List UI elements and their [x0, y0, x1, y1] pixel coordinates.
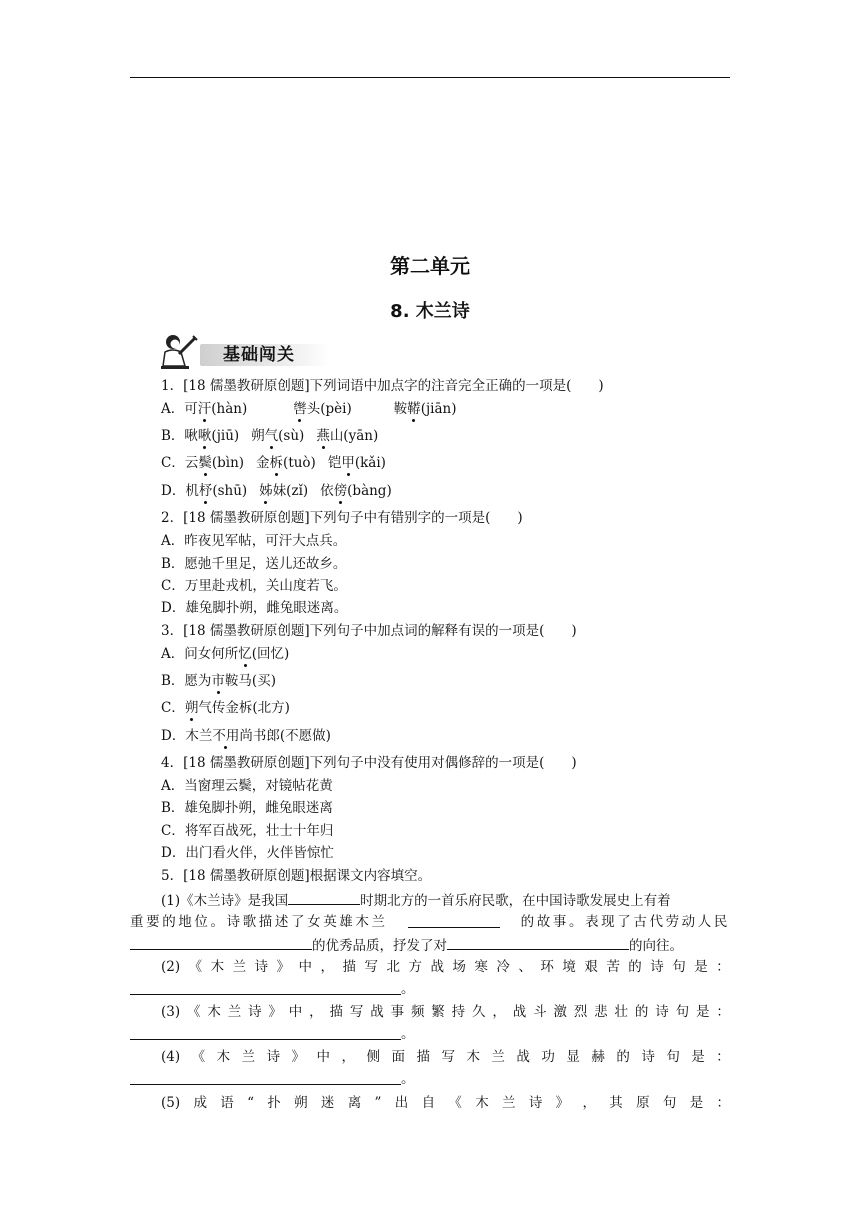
prompt-char: ： — [716, 1095, 730, 1111]
prompt-char: ， — [309, 1004, 323, 1020]
dotted-char: 辔 — [293, 401, 307, 417]
text: (1)《木兰诗》是我国 — [161, 893, 289, 909]
q4-stem: 4．[18 儒墨教研原创题]下列句子中没有使用对偶修辞的一项是( ) — [161, 755, 577, 771]
q2-option-c: C．万里赴戎机，关山度若飞。 — [161, 578, 347, 594]
prompt-char: 兰 — [502, 1095, 516, 1111]
prompt-char: 木 — [210, 959, 225, 975]
text: 尚书郎(不愿做) — [239, 728, 331, 744]
prompt-char: 侧 — [366, 1049, 380, 1065]
q3-option-a — [161, 645, 289, 663]
text: 铠 — [327, 455, 342, 471]
q1-option-b — [161, 427, 378, 445]
prompt-char: 《 — [191, 1049, 206, 1065]
q1-option-a — [161, 400, 457, 418]
dotted-char: 朔 — [184, 700, 199, 716]
prompt-char: 描 — [342, 959, 356, 975]
prompt-char: 境 — [562, 959, 576, 975]
prompt-char: (2) — [161, 959, 181, 975]
unit-title: 第二单元 — [390, 254, 470, 278]
prompt-char: 激 — [553, 1004, 567, 1020]
dotted-char: 气 — [264, 428, 279, 444]
text: (shū) — [212, 483, 248, 499]
prompt-char: 是 — [695, 1004, 710, 1020]
text: C． — [161, 700, 185, 716]
prompt-char: 兰 — [232, 959, 247, 975]
text: 重要的地位。诗歌描述了女英雄木兰 — [130, 914, 388, 930]
prompt-char: 木 — [475, 1095, 489, 1111]
prompt-char: 诗 — [641, 1049, 655, 1065]
prompt-char: 中 — [288, 1004, 303, 1020]
prompt-char: ： — [716, 1049, 730, 1065]
prompt-char: 持 — [451, 1004, 466, 1020]
prompt-char: 场 — [452, 959, 466, 975]
prompt-char: 的 — [616, 1049, 630, 1065]
text: 的故事。表现了古代劳动人民 — [520, 914, 730, 930]
prompt-char: 功 — [541, 1049, 555, 1065]
dotted-char: 鬓 — [198, 455, 212, 471]
answer-line[interactable] — [130, 1039, 401, 1040]
prompt-char: 句 — [662, 1095, 677, 1111]
dotted-char: 杼 — [198, 483, 213, 499]
prompt-char: 写 — [441, 1049, 455, 1065]
prompt-char: 事 — [390, 1004, 405, 1020]
dotted-char: 市 — [211, 673, 225, 689]
prompt-char: 是 — [691, 1049, 705, 1065]
prompt-char: 迷 — [320, 1095, 335, 1111]
prompt-char: 写 — [349, 1004, 364, 1020]
section-banner — [155, 332, 335, 372]
prompt-char: 语 — [220, 1095, 234, 1111]
text: D．木兰 — [161, 728, 213, 744]
prompt-char: 久 — [472, 1004, 486, 1020]
text: (回忆) — [251, 646, 290, 662]
prompt-char: 》 — [276, 959, 291, 975]
prompt-char: 斗 — [533, 1004, 547, 1020]
fill-blank[interactable] — [447, 935, 629, 950]
q2-option-a: A．昨夜见军帖，可汗大点兵。 — [161, 533, 347, 549]
text: 山(yān) — [329, 428, 379, 444]
prompt-char: 战 — [516, 1049, 530, 1065]
prompt-char: ” — [374, 1095, 382, 1111]
q2-stem: 2．[18 儒墨教研原创题]下列句子中有错别字的一项是( ) — [161, 510, 523, 526]
prompt-char: 是 — [694, 959, 708, 975]
text: (tuò) — [283, 455, 316, 471]
text: (kǎi) — [354, 455, 386, 471]
period: 。 — [401, 981, 415, 997]
text: A．问女何所 — [161, 646, 239, 662]
section-title: 基础闯关 — [223, 345, 295, 365]
period: 。 — [401, 1026, 415, 1042]
q3-option-b — [161, 672, 276, 690]
prompt-char: 是 — [689, 1095, 704, 1111]
q2-option-d: D．雄兔脚扑朔，雌兔眼迷离。 — [161, 600, 348, 616]
prompt-char: ， — [341, 1049, 356, 1065]
prompt-char: 寒 — [474, 959, 488, 975]
text: B．啾 — [161, 428, 198, 444]
prompt-char: 显 — [566, 1049, 580, 1065]
text: 鞍 — [393, 401, 408, 417]
q5-item1-line2 — [130, 913, 730, 931]
q4-option-a: A．当窗理云鬓，对镜帖花黄 — [161, 778, 333, 794]
prompt-char: 中 — [298, 959, 313, 975]
prompt-char: 木 — [207, 1004, 221, 1020]
dotted-char: 傍 — [333, 483, 348, 499]
dotted-char: 汗 — [197, 401, 212, 417]
q3-option-c — [161, 699, 290, 717]
prompt-char: 诗 — [655, 1004, 669, 1020]
prompt-char: 》 — [555, 1095, 570, 1111]
prompt-char: (5) — [161, 1095, 181, 1111]
prompt-char: 句 — [675, 1004, 690, 1020]
fill-blank[interactable] — [408, 913, 500, 928]
prompt-char: ， — [492, 1004, 506, 1020]
prompt-char: 诗 — [528, 1095, 543, 1111]
q3-option-d — [161, 727, 331, 745]
text: 鞍马(买) — [224, 673, 276, 689]
prompt-char: 句 — [672, 959, 686, 975]
text: 头(pèi) — [306, 401, 352, 417]
prompt-char: 战 — [430, 959, 444, 975]
prompt-char: 诗 — [248, 1004, 262, 1020]
q1-option-c — [161, 454, 386, 472]
prompt-char: 的 — [628, 959, 642, 975]
text: 妹(zǐ) — [272, 483, 309, 499]
text: (jiān) — [420, 401, 457, 417]
dotted-char: 鞯 — [407, 401, 421, 417]
text: 朔 — [251, 428, 265, 444]
answer-line[interactable] — [130, 994, 401, 995]
q4-option-c: C．将军百战死，壮士十年归 — [161, 823, 334, 839]
text: (hàn) — [211, 401, 248, 417]
dotted-char: 燕 — [316, 428, 330, 444]
dotted-char: 甲 — [341, 455, 355, 471]
prompt-char: 北 — [386, 959, 400, 975]
prompt-char: 原 — [636, 1095, 650, 1111]
prompt-char: 》 — [291, 1049, 306, 1065]
prompt-char: 战 — [512, 1004, 527, 1020]
prompt-char: 《 — [186, 1004, 201, 1020]
prompt-char: 朔 — [294, 1095, 308, 1111]
prompt-char: 《 — [448, 1095, 462, 1111]
text: 时期北方的一首乐府民歌，在中国诗歌发展史上有着 — [360, 893, 671, 909]
dotted-char: 不用 — [212, 728, 240, 744]
prompt-char: 出 — [394, 1095, 409, 1111]
prompt-char: 兰 — [227, 1004, 242, 1020]
text: 的优秀品质，抒发了对 — [312, 938, 447, 954]
text: 金 — [256, 455, 270, 471]
dotted-char: 啾 — [197, 428, 212, 444]
prompt-char: 中 — [316, 1049, 331, 1065]
prompt-char: 句 — [666, 1049, 680, 1065]
text: 的向往。 — [629, 938, 683, 954]
text: A．可 — [161, 401, 198, 417]
dotted-char: 姊 — [259, 483, 273, 499]
prompt-char: 兰 — [491, 1049, 505, 1065]
prompt-char: ： — [716, 1004, 730, 1020]
prompt-char: 壮 — [614, 1004, 629, 1020]
q3-stem: 3．[18 儒墨教研原创题]下列句子中加点词的解释有误的一项是( ) — [161, 623, 577, 639]
lesson-title: 8. 木兰诗 — [390, 301, 470, 322]
prompt-char: 兰 — [241, 1049, 256, 1065]
prompt-char: 频 — [410, 1004, 425, 1020]
text: C．云 — [161, 455, 199, 471]
fill-blank[interactable] — [130, 935, 312, 950]
prompt-char: 》 — [268, 1004, 282, 1020]
prompt-char: 《 — [188, 959, 203, 975]
prompt-char: 自 — [421, 1095, 436, 1111]
prompt-char: “ — [247, 1095, 254, 1111]
prompt-char: 战 — [370, 1004, 384, 1020]
prompt-char: 繁 — [431, 1004, 445, 1020]
text: D．机 — [161, 483, 199, 499]
prompt-char: (4) — [161, 1049, 181, 1065]
q4-option-b: B．雄兔脚扑朔，雌兔眼迷离 — [161, 800, 333, 816]
prompt-char: 扑 — [267, 1095, 281, 1111]
text: (bàng) — [347, 483, 392, 499]
prompt-char: 面 — [391, 1049, 405, 1065]
q2-option-b: B．愿弛千里足，送儿还故乡。 — [161, 556, 347, 572]
prompt-char: ： — [716, 959, 730, 975]
prompt-char: 木 — [466, 1049, 480, 1065]
student-writing-icon — [155, 332, 205, 372]
prompt-char: 诗 — [254, 959, 269, 975]
text: 依 — [320, 483, 334, 499]
prompt-char: 环 — [540, 959, 554, 975]
prompt-char: 烈 — [573, 1004, 588, 1020]
prompt-char: 的 — [634, 1004, 649, 1020]
dotted-char: 忆 — [238, 646, 252, 662]
text: (jiū) — [211, 428, 240, 444]
prompt-char: 诗 — [266, 1049, 281, 1065]
period: 。 — [401, 1071, 415, 1087]
prompt-char: 赫 — [591, 1049, 605, 1065]
prompt-char: 、 — [518, 959, 532, 975]
prompt-char: 描 — [416, 1049, 430, 1065]
prompt-char: 描 — [329, 1004, 343, 1020]
answer-line[interactable] — [130, 1084, 401, 1085]
dotted-char: 柝 — [269, 455, 284, 471]
prompt-char: 艰 — [584, 959, 598, 975]
q1-stem: 1．[18 儒墨教研原创题]下列词语中加点字的注音完全正确的一项是( ) — [161, 378, 604, 394]
q5-item5-prompt — [161, 1094, 730, 1112]
prompt-char: 离 — [347, 1095, 362, 1111]
q5-item1-line3 — [130, 935, 683, 955]
q5-item3-prompt — [161, 1003, 730, 1021]
prompt-char: 其 — [609, 1095, 623, 1111]
prompt-char: (3) — [161, 1004, 181, 1020]
header-rule — [130, 77, 730, 78]
q4-option-d: D．出门看火伴，火伴皆惊忙 — [161, 845, 334, 861]
prompt-char: 苦 — [606, 959, 620, 975]
q1-option-d — [161, 482, 392, 500]
q5-stem: 5．[18 儒墨教研原创题]根据课文内容填空。 — [161, 868, 432, 884]
q5-item4-prompt — [161, 1048, 730, 1066]
q5-item1-line1 — [161, 890, 671, 910]
prompt-char: ， — [582, 1095, 596, 1111]
prompt-char: 方 — [408, 959, 422, 975]
text: 气传金柝(北方) — [198, 700, 290, 716]
prompt-char: 写 — [364, 959, 378, 975]
prompt-char: 冷 — [496, 959, 510, 975]
text: (bìn) — [211, 455, 245, 471]
text: (sù) — [278, 428, 305, 444]
text: B．愿为 — [161, 673, 212, 689]
prompt-char: 木 — [216, 1049, 231, 1065]
prompt-char: 成 — [193, 1095, 207, 1111]
prompt-char: 诗 — [650, 959, 664, 975]
prompt-char: ， — [320, 959, 335, 975]
fill-blank[interactable] — [288, 890, 360, 905]
prompt-char: 悲 — [594, 1004, 608, 1020]
q5-item2-prompt — [161, 958, 730, 976]
